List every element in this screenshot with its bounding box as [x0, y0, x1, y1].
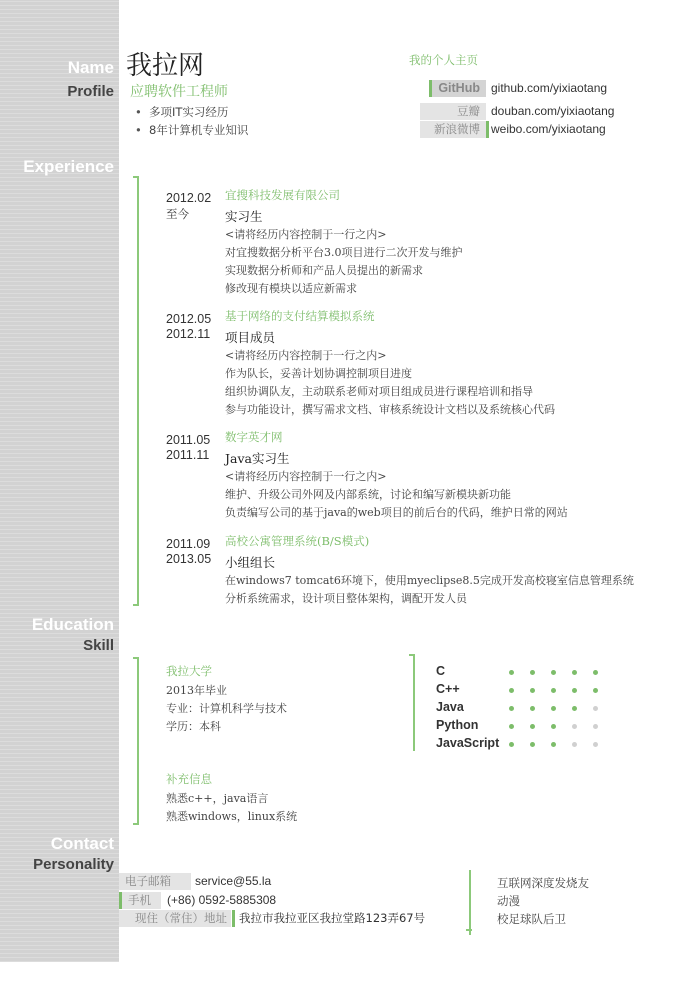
skill-name: C — [436, 664, 446, 678]
skill-dot-filled — [509, 706, 514, 711]
entry-line: 实现数据分析师和产品人员提出的新需求 — [225, 264, 423, 277]
weibo-link[interactable]: weibo.com/yixiaotang — [491, 122, 606, 136]
school-name: 我拉大学 — [166, 664, 212, 678]
entry-date-end: 至今 — [166, 207, 189, 221]
entry-date-start: 2011.09 — [166, 537, 211, 551]
skill-name: Java — [436, 700, 464, 714]
timeline-tick — [409, 654, 415, 656]
weibo-label: 新浪微博 — [420, 121, 486, 138]
entry-line: 分析系统需求，设计项目整体架构，调配开发人员 — [225, 592, 467, 605]
skill-dot-filled — [593, 670, 598, 675]
skill-dot-empty — [572, 724, 577, 729]
timeline-tick — [133, 604, 139, 606]
sidebar-experience-label: Experience — [23, 157, 114, 176]
timeline-tick — [133, 823, 139, 825]
entry-date-end: 2012.11 — [166, 327, 211, 341]
timeline-tick — [466, 929, 472, 931]
job-title: 应聘软件工程师 — [130, 84, 228, 100]
skill-dot-empty — [593, 706, 598, 711]
skill-dot-filled — [593, 688, 598, 693]
entry-date-start: 2011.05 — [166, 433, 211, 447]
education-line: 学历：本科 — [166, 720, 221, 733]
skill-dot-filled — [551, 706, 556, 711]
entry-line: 参与功能设计，撰写需求文档、审核系统设计文档以及系统核心代码 — [225, 403, 555, 416]
email-label: 电子邮箱 — [119, 873, 191, 890]
profile-bullet: • 多项IT实习经历 — [135, 105, 229, 119]
skill-name: JavaScript — [436, 736, 500, 750]
entry-line: 修改现有模块以适应新需求 — [225, 282, 357, 295]
entry-role: 小组组长 — [225, 555, 276, 570]
sidebar-skill-label: Skill — [83, 637, 114, 654]
entry-role: 实习生 — [225, 209, 263, 224]
personality-item: 动漫 — [497, 894, 520, 908]
skill-dot-filled — [530, 742, 535, 747]
entry-line: 对宜搜数据分析平台3.0项目进行二次开发与维护 — [225, 246, 463, 259]
address-marker — [232, 910, 235, 927]
sidebar-name-label: Name — [67, 58, 114, 77]
skill-dot-filled — [530, 670, 535, 675]
skills-divider — [413, 654, 415, 751]
sidebar-contact-label: Contact — [50, 834, 114, 853]
skill-dot-filled — [509, 688, 514, 693]
entry-line: 组织协调队友，主动联系老师对项目组成员进行课程培训和指导 — [225, 385, 533, 398]
email-value[interactable]: service@55.la — [195, 874, 272, 888]
entry-line: 作为队长，妥善计划协调控制项目进度 — [225, 367, 412, 380]
personality-divider — [469, 870, 471, 935]
entry-role: Java实习生 — [225, 451, 290, 466]
entry-line: 在windows7 tomcat6环境下，使用myeclipse8.5完成开发高校寝室信息管理系统 — [225, 574, 634, 587]
personality-item: 校足球队后卫 — [497, 912, 566, 926]
skill-dot-filled — [572, 670, 577, 675]
entry-date-start: 2012.02 — [166, 191, 212, 205]
address-label: 现住（常住）地址 — [119, 910, 231, 927]
extra-info-line: 熟悉c++，java语言 — [166, 792, 269, 805]
skill-dot-empty — [593, 724, 598, 729]
entry-line: 维护、升级公司外网及内部系统，讨论和编写新模块新功能 — [225, 488, 511, 501]
entry-role: 项目成员 — [225, 330, 276, 345]
personality-item: 互联网深度发烧友 — [497, 876, 589, 890]
skill-dot-empty — [593, 742, 598, 747]
skill-dot-filled — [572, 706, 577, 711]
skill-dot-filled — [530, 706, 535, 711]
skill-name: Python — [436, 718, 479, 732]
phone-value: (+86) 0592-5885308 — [167, 893, 277, 907]
skill-name: C++ — [436, 682, 460, 696]
github-link[interactable]: github.com/yixiaotang — [491, 81, 608, 95]
sidebar-education-label: Education — [31, 615, 114, 634]
skill-dot-filled — [530, 724, 535, 729]
entry-org: 宜搜科技发展有限公司 — [225, 188, 340, 202]
entry-date-end: 2011.11 — [166, 448, 210, 462]
bullet-icon: • — [135, 123, 142, 137]
extra-info-line: 熟悉windows，linux系统 — [166, 810, 298, 823]
skill-dot-filled — [509, 742, 514, 747]
skill-dot-empty — [572, 742, 577, 747]
profile-bullet: • 8年计算机专业知识 — [135, 123, 249, 137]
link-marker — [486, 121, 489, 138]
skill-dot-filled — [551, 670, 556, 675]
candidate-name: 我拉网 — [126, 51, 205, 81]
sidebar-personality-label: Personality — [33, 856, 114, 873]
douban-label: 豆瓣 — [420, 103, 486, 120]
entry-date-start: 2012.05 — [166, 312, 212, 326]
skill-dot-filled — [551, 688, 556, 693]
entry-line: <请将经历内容控制于一行之内> — [225, 470, 387, 483]
entry-line: <请将经历内容控制于一行之内> — [225, 349, 387, 362]
address-value: 我拉市我拉亚区我拉堂路123弄67号 — [239, 911, 426, 925]
github-label: GitHub — [432, 80, 486, 97]
entry-org: 高校公寓管理系统(B/S模式) — [225, 534, 370, 548]
skill-dot-filled — [530, 688, 535, 693]
skill-dot-filled — [551, 742, 556, 747]
skill-dot-filled — [509, 670, 514, 675]
skill-dot-filled — [509, 724, 514, 729]
timeline-tick — [133, 657, 139, 659]
entry-org: 数字英才网 — [225, 430, 283, 444]
homepage-title: 我的个人主页 — [409, 53, 478, 67]
extra-info-title: 补充信息 — [166, 772, 212, 786]
entry-date-end: 2013.05 — [166, 552, 212, 566]
douban-link[interactable]: douban.com/yixiaotang — [491, 104, 615, 118]
sidebar — [0, 0, 119, 962]
entry-org: 基于网络的支付结算模拟系统 — [225, 309, 375, 323]
sidebar-profile-label: Profile — [67, 83, 114, 100]
skill-dot-filled — [572, 688, 577, 693]
education-timeline — [137, 657, 139, 825]
education-line: 专业：计算机科学与技术 — [166, 702, 287, 715]
timeline-tick — [133, 176, 139, 178]
skill-dot-filled — [551, 724, 556, 729]
education-line: 2013年毕业 — [166, 684, 227, 697]
phone-label: 手机 — [119, 892, 161, 909]
entry-line: <请将经历内容控制于一行之内> — [225, 228, 387, 241]
experience-timeline — [137, 176, 139, 606]
entry-line: 负责编写公司的基于java的web项目的前后台的代码，维护日常的网站 — [225, 506, 568, 519]
bullet-icon: • — [135, 105, 142, 119]
